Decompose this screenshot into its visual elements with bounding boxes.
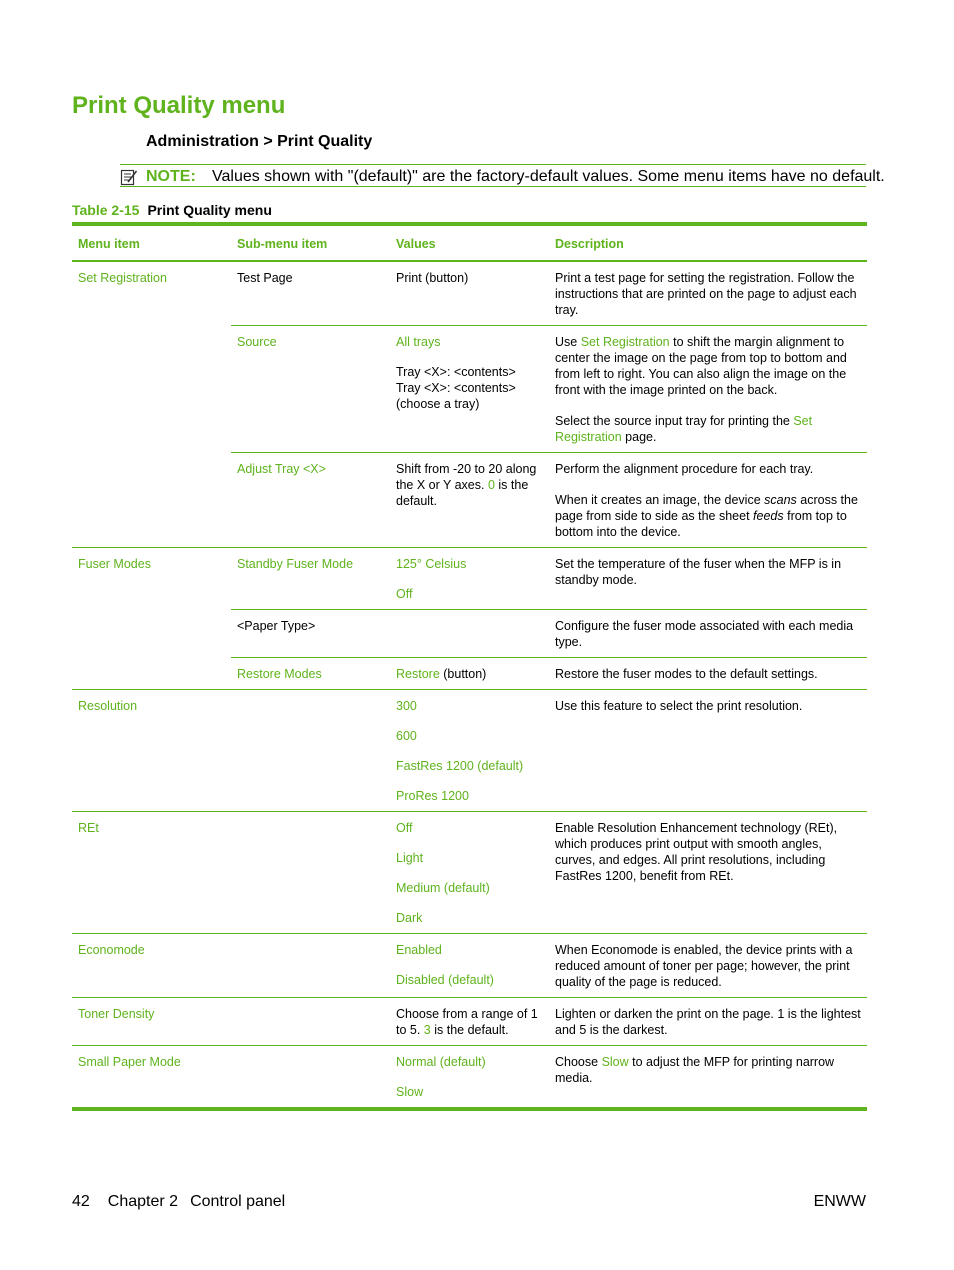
note-box — [120, 164, 885, 187]
menu-resolution[interactable]: Resolution — [72, 690, 231, 812]
link-slow[interactable]: Slow — [601, 1055, 629, 1069]
value-restore: Restore (button) — [390, 658, 549, 690]
desc-small-paper: Choose Slow to adjust the MFP for printing narrow media. — [549, 1046, 867, 1110]
sub-test-page: Test Page — [237, 271, 293, 285]
table-header-row — [72, 224, 867, 261]
table-caption — [72, 202, 272, 218]
value-fastres-1200[interactable]: FastRes 1200 (default) — [396, 759, 524, 773]
page-number: 42 — [72, 1193, 90, 1210]
value-disabled[interactable]: Disabled (default) — [396, 973, 494, 987]
note-label: NOTE: — [146, 168, 196, 185]
sub-adjust-tray[interactable]: Adjust Tray <X> — [231, 453, 390, 548]
header-menu-item: Menu item — [72, 224, 231, 261]
desc-resolution: Use this feature to select the print resolution. — [549, 690, 867, 812]
value-off[interactable]: Off — [396, 587, 413, 601]
note-text: Values shown with "(default)" are the factory-default values. Some menu items have no default. — [212, 168, 885, 185]
value-tray-list: Tray <X>: <contents> Tray <X>: <contents> (choose a tray) — [396, 365, 516, 411]
table-row — [72, 261, 867, 326]
table-row — [72, 658, 867, 690]
value-slow[interactable]: Slow — [396, 1085, 424, 1099]
menu-small-paper-mode[interactable]: Small Paper Mode — [72, 1046, 231, 1110]
desc-adjust-tray-2: When it creates an image, the device scans across the page from side to side as the sheet feeds from top to bottom into the device. — [555, 493, 858, 539]
table-row — [72, 690, 867, 812]
table-row — [72, 548, 867, 610]
desc-source-2: Select the source input tray for printing the Set Registration page. — [555, 414, 813, 444]
footer-chapter: Chapter 2 — [107, 1193, 179, 1210]
desc-test-page: Print a test page for setting the registration. Follow the instructions that are printed on the page to adjust each tray. — [555, 271, 857, 317]
desc-economode: When Economode is enabled, the device prints with a reduced amount of toner per page; however, the print quality of the page is reduced. — [549, 934, 867, 998]
footer-left — [72, 1193, 303, 1211]
sub-paper-type: <Paper Type> — [231, 610, 390, 658]
table-row — [72, 934, 867, 998]
link-set-registration[interactable]: Set Registration — [555, 414, 813, 444]
desc-adjust-tray-1: Perform the alignment procedure for each tray. — [555, 462, 814, 476]
value-restore-link[interactable]: Restore — [396, 667, 440, 681]
value-off[interactable]: Off — [396, 821, 413, 835]
value-default-0[interactable]: 0 — [487, 478, 495, 492]
value-all-trays[interactable]: All trays — [396, 335, 441, 349]
desc-ret: Enable Resolution Enhancement technology (REt), which produces print output with smooth angles, curves, and edges. All print resolutions, including FastRes 1200, benefit from REt. — [549, 812, 867, 934]
table-number: Table 2-15 — [72, 202, 140, 218]
desc-restore: Restore the fuser modes to the default settings. — [549, 658, 867, 690]
desc-standby: Set the temperature of the fuser when the MFP is in standby mode. — [549, 548, 867, 610]
table-row — [72, 453, 867, 548]
footer-section: Control panel — [190, 1193, 286, 1210]
menu-ret[interactable]: REt — [72, 812, 231, 934]
table-row — [72, 610, 867, 658]
table-row — [72, 326, 867, 453]
sub-restore-modes[interactable]: Restore Modes — [231, 658, 390, 690]
menu-fuser-modes[interactable]: Fuser Modes — [72, 548, 231, 610]
menu-economode[interactable]: Economode — [72, 934, 231, 998]
table-row — [72, 998, 867, 1046]
value-300[interactable]: 300 — [396, 699, 417, 713]
menu-set-registration[interactable]: Set Registration — [78, 271, 167, 285]
breadcrumb: Administration > Print Quality — [146, 133, 373, 150]
value-prores-1200[interactable]: ProRes 1200 — [396, 789, 469, 803]
value-dark[interactable]: Dark — [396, 911, 423, 925]
value-normal[interactable]: Normal (default) — [396, 1055, 486, 1069]
value-125-celsius[interactable]: 125° Celsius — [396, 557, 467, 571]
link-set-registration[interactable]: Set Registration — [580, 335, 670, 349]
value-default-3[interactable]: 3 — [423, 1023, 431, 1037]
value-light[interactable]: Light — [396, 851, 424, 865]
value-enabled[interactable]: Enabled — [396, 943, 442, 957]
value-medium[interactable]: Medium (default) — [396, 881, 490, 895]
header-sub-menu-item: Sub-menu item — [231, 224, 390, 261]
table-caption-text: Print Quality menu — [147, 202, 272, 218]
desc-source-1: Use Set Registration to shift the margin alignment to center the image on the page from top to bottom and from left to right. You can also align the image on the front with the image printed on the back. — [555, 335, 847, 397]
value-600[interactable]: 600 — [396, 729, 417, 743]
sub-standby-fuser-mode[interactable]: Standby Fuser Mode — [231, 548, 390, 610]
value-adjust-tray: Shift from -20 to 20 along the X or Y axes. 0 is the default. — [390, 453, 549, 548]
page-title: Print Quality menu — [72, 92, 286, 119]
menu-toner-density[interactable]: Toner Density — [72, 998, 231, 1046]
value-toner-density: Choose from a range of 1 to 5. 3 is the default. — [390, 998, 549, 1046]
note-icon — [120, 168, 138, 186]
value-print-button: Print (button) — [396, 271, 469, 285]
table-row — [72, 1046, 867, 1110]
desc-toner-density: Lighten or darken the print on the page. 1 is the lightest and 5 is the darkest. — [549, 998, 867, 1046]
sub-source[interactable]: Source — [231, 326, 390, 453]
header-description: Description — [549, 224, 867, 261]
header-values: Values — [390, 224, 549, 261]
table-row — [72, 812, 867, 934]
desc-paper-type: Configure the fuser mode associated with each media type. — [549, 610, 867, 658]
print-quality-table — [72, 222, 867, 1111]
footer-right: ENWW — [813, 1193, 866, 1210]
